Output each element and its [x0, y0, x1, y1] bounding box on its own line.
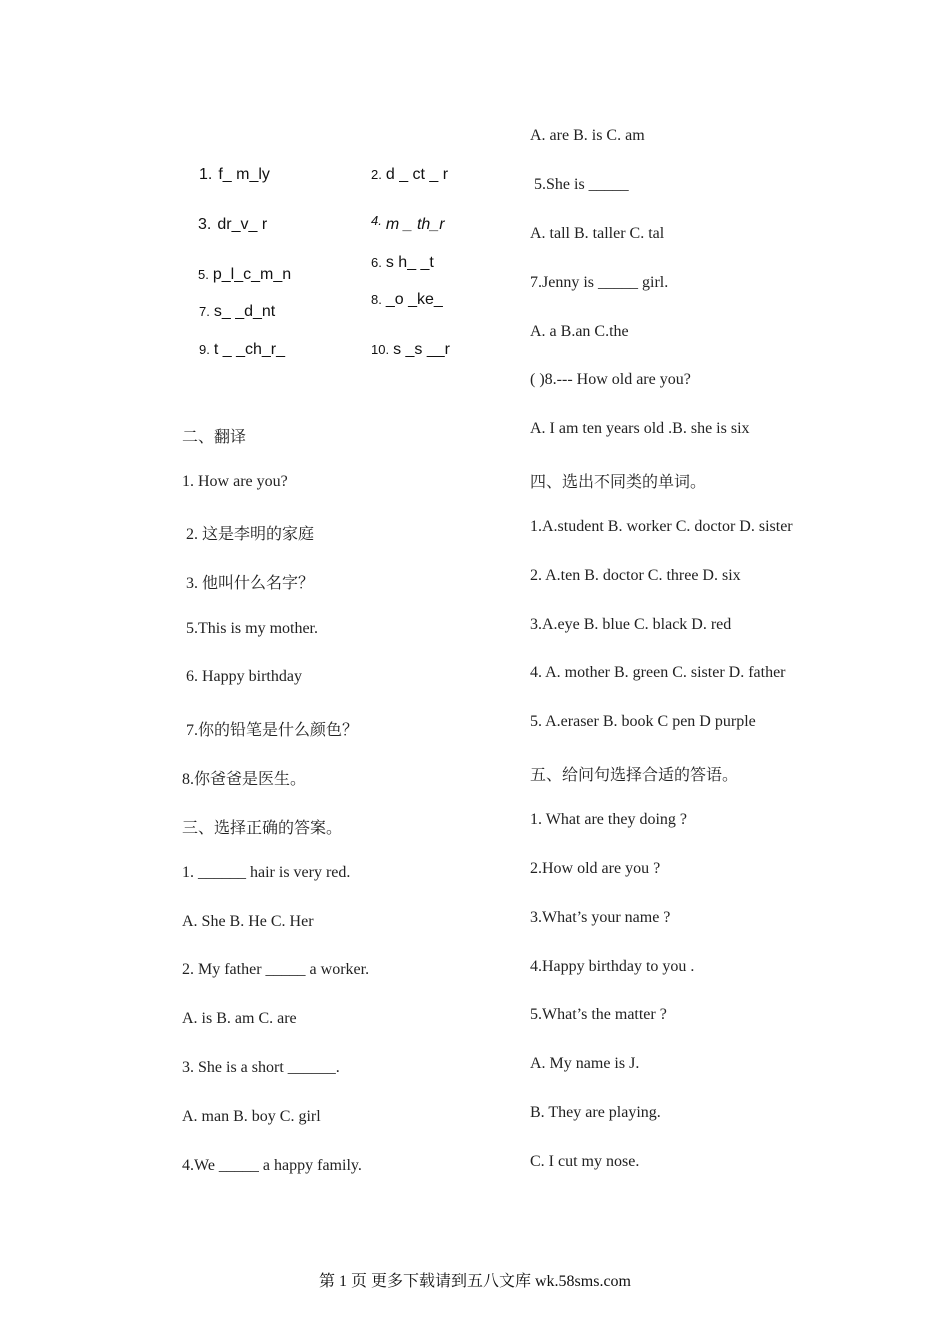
- spell-number: 4.: [371, 213, 382, 228]
- translation-item: 7.你的铅笔是什么颜色？: [186, 722, 359, 739]
- choice-options: A. I am ten years old .B. she is six: [530, 420, 750, 437]
- choice-options: A. a B.an C.the: [530, 323, 629, 340]
- spell-number: 2.: [371, 167, 382, 182]
- odd-one-out-item: 4. A. mother B. green C. sister D. father: [530, 664, 786, 681]
- choice-options: A. She B. He C. Her: [182, 913, 314, 930]
- section-heading-match: 五、给问句选择合适的答语。: [530, 767, 739, 784]
- odd-one-out-item: 1.A.student B. worker C. doctor D. sister: [530, 518, 793, 535]
- spell-word: m _ th_r: [385, 216, 445, 233]
- spell-word: d _ ct _ r: [385, 166, 449, 183]
- spell-word: t _ _ch_r_: [213, 341, 285, 358]
- odd-one-out-item: 5. A.eraser B. book C pen D purple: [530, 713, 756, 730]
- spell-number: 8.: [371, 292, 382, 307]
- spell-number: 6.: [371, 255, 382, 270]
- spell-word: _o _ke_: [385, 291, 443, 308]
- section-heading-translation: 二、翻译: [182, 429, 247, 446]
- choice-question: 4.We _____ a happy family.: [182, 1157, 362, 1174]
- spell-word: s_ _d_nt: [213, 303, 276, 320]
- choice-options: A. tall B. taller C. tal: [530, 225, 665, 242]
- spell-word: p_l_c_m_n: [212, 266, 292, 283]
- spell-number: 3.: [198, 216, 212, 233]
- section-heading-choice: 三、选择正确的答案。: [182, 820, 343, 837]
- spell-item: [371, 341, 450, 359]
- odd-one-out-item: 3.A.eye B. blue C. black D. red: [530, 616, 732, 633]
- match-question: 4.Happy birthday to you .: [530, 958, 695, 975]
- translation-item: 1. How are you?: [182, 473, 288, 490]
- match-answer: C. I cut my nose.: [530, 1153, 640, 1170]
- match-question: 1. What are they doing ?: [530, 811, 687, 828]
- spell-item: [198, 266, 291, 284]
- choice-question: 3. She is a short ______.: [182, 1059, 340, 1076]
- choice-question: 7.Jenny is _____ girl.: [530, 274, 669, 291]
- choice-question: ( )8.--- How old are you?: [530, 371, 691, 388]
- choice-options: A. man B. boy C. girl: [182, 1108, 321, 1125]
- spell-item: [199, 341, 285, 359]
- translation-item: 2. 这是李明的家庭: [186, 526, 315, 543]
- spell-item: [371, 213, 445, 234]
- spell-number: 9.: [199, 342, 210, 357]
- match-answer: B. They are playing.: [530, 1104, 661, 1121]
- choice-options: A. are B. is C. am: [530, 127, 645, 144]
- spell-item: [371, 166, 448, 184]
- match-question: 2.How old are you ?: [530, 860, 661, 877]
- spell-item: [198, 216, 267, 234]
- choice-question: 5.She is _____: [534, 176, 629, 193]
- translation-item: 8.你爸爸是医生。: [182, 771, 307, 788]
- section-heading-odd-one-out: 四、选出不同类的单词。: [530, 474, 707, 491]
- spell-item: [199, 166, 270, 184]
- translation-item: 3. 他叫什么名字？: [186, 575, 315, 592]
- spell-word: dr_v_ r: [217, 216, 268, 233]
- spell-word: s h_ _t: [385, 254, 434, 271]
- spell-item: [371, 254, 434, 272]
- spell-number: 5.: [198, 267, 209, 282]
- spell-number: 10.: [371, 342, 390, 357]
- spell-number: 1.: [199, 166, 213, 183]
- spell-item: [371, 291, 443, 309]
- match-question: 5.What’s the matter ?: [530, 1006, 667, 1023]
- spell-word: f_ m_ly: [218, 166, 270, 183]
- match-question: 3.What’s your name ?: [530, 909, 671, 926]
- choice-options: A. is B. am C. are: [182, 1010, 297, 1027]
- choice-question: 2. My father _____ a worker.: [182, 961, 370, 978]
- odd-one-out-item: 2. A.ten B. doctor C. three D. six: [530, 567, 741, 584]
- translation-item: 6. Happy birthday: [186, 668, 302, 685]
- spell-item: [199, 303, 275, 321]
- spell-number: 7.: [199, 304, 210, 319]
- spell-word: s _s __r: [393, 341, 450, 358]
- page-footer: 第 1 页 更多下载请到五八文库 wk.58sms.com: [318, 1273, 631, 1290]
- translation-item: 5.This is my mother.: [186, 620, 318, 637]
- choice-question: 1. ______ hair is very red.: [182, 864, 351, 881]
- match-answer: A. My name is J.: [530, 1055, 640, 1072]
